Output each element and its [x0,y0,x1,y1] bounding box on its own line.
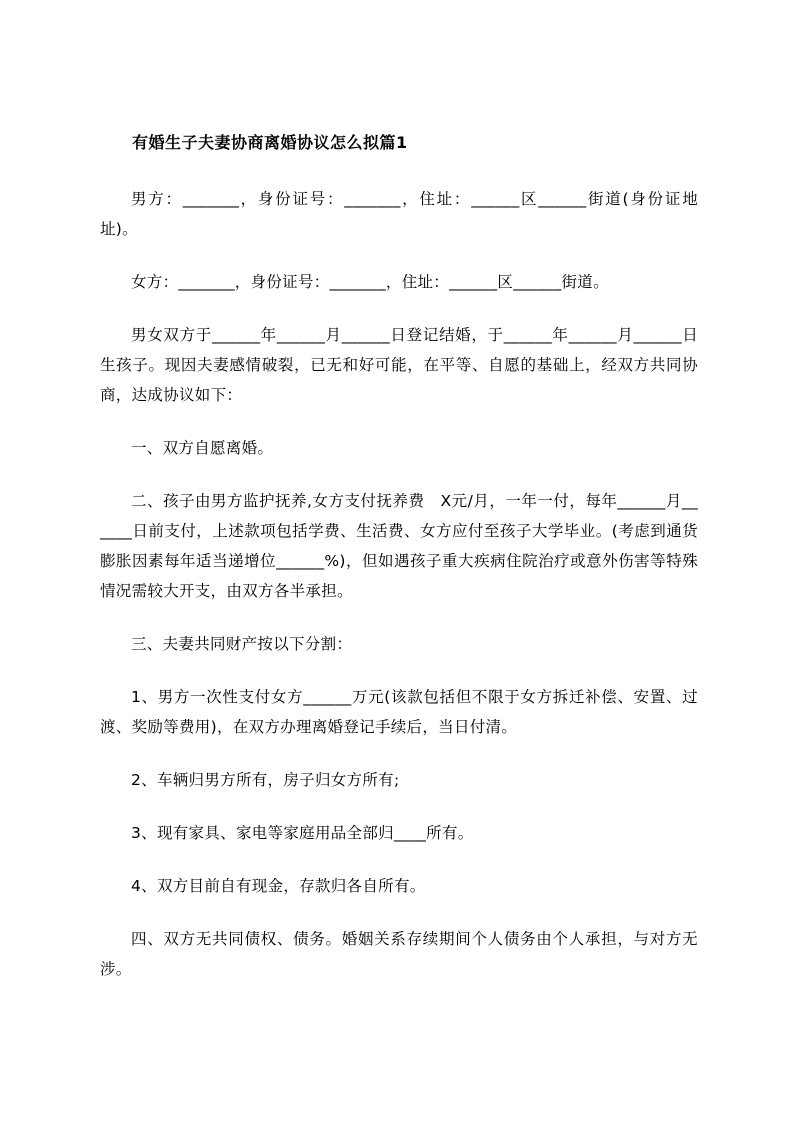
paragraph-clause-3: 三、夫妻共同财产按以下分割： [131,635,353,653]
paragraph-marriage-info: 男女双方于______年______月______日登记结婚，于______年______月______日生孩子。现因夫妻感情破裂，已无和好可能，在平等、自愿的基础上，经双方共同协商，达成协议如下： [100,326,698,404]
paragraph-clause-3-item-4: 4、双方目前自有现金，存款归各自所有。 [131,877,426,895]
paragraph-clause-3-item-2: 2、车辆归男方所有，房子归女方所有; [131,771,400,789]
document-title: 有婚生子夫妻协商离婚协议怎么拟篇1 [132,133,408,152]
paragraph-clause-3-item-3: 3、现有家具、家电等家庭用品全部归____所有。 [131,824,474,842]
paragraph-clause-4: 四、双方无共同债权、债务。婚姻关系存续期间个人债务由个人承担，与对方无涉。 [100,930,698,978]
paragraph-clause-1: 一、双方自愿离婚。 [131,439,274,457]
paragraph-clause-3-item-1: 1、男方一次性支付女方______万元(该款包括但不限于女方拆迁补偿、安置、过渡、奖励等费用)，在双方办理离婚登记手续后，当日付清。 [100,688,698,736]
paragraph-clause-2: 二、孩子由男方监护抚养,女方支付抚养费 X元/月，一年一付，每年______月______日前支付，上述款项包括学费、生活费、女方应付至孩子大学毕业。(考虑到通货膨胀因素每年适当递增位______%)，但如遇孩子重大疾病住院治疗或意外伤害等特殊情况需较大开支，由双方各半承担。 [100,492,698,600]
paragraph-party-male: 男方：_______，身份证号：_______，住址：______区______街道(身份证地址)。 [100,190,698,238]
paragraph-party-female: 女方：_______，身份证号：_______，住址：______区______街道。 [131,273,609,291]
